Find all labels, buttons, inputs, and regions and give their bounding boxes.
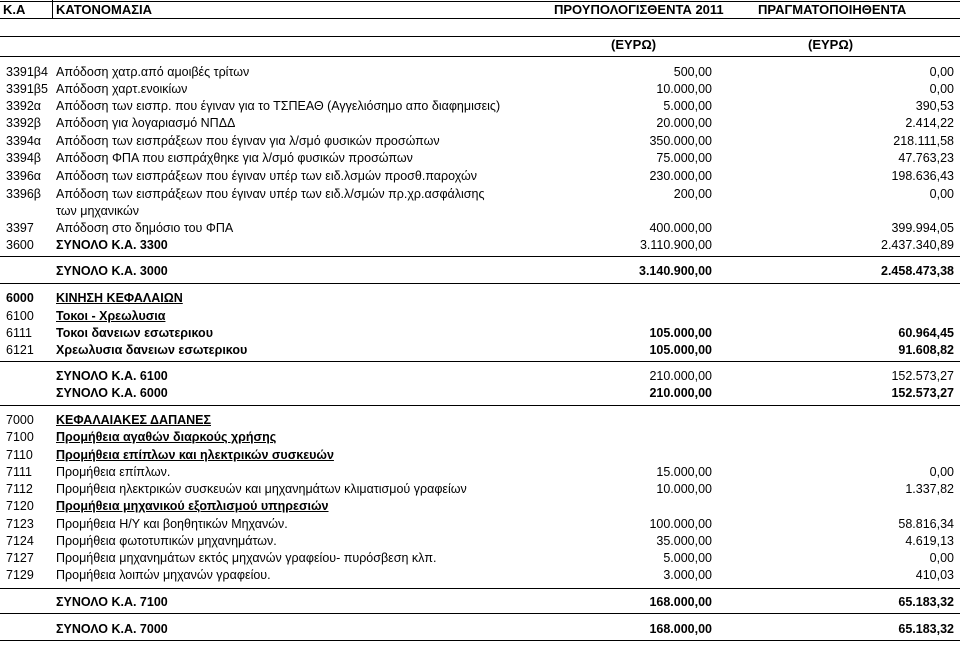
grid-hline (0, 36, 960, 37)
row-budget: 10.000,00 (656, 482, 712, 496)
row-name: Απόδοση χαρτ.ενοικίων (56, 82, 188, 96)
row-code: 7111 (6, 465, 32, 479)
row-name: Προμήθεια μηχανημάτων εκτός μηχανών γραφείου- πυρόσβεση κλπ. (56, 551, 437, 565)
row-name: Προμήθεια μηχανικού εξοπλισμού υπηρεσιών (56, 499, 329, 513)
row-budget: 5.000,00 (663, 551, 712, 565)
row-name: Απόδοση των εισπράξεων που έγιναν υπέρ των ειδ.λσμών προσθ.παροχών (56, 169, 477, 183)
row-name: Απόδοση των εισπράξεων που έγιναν για λ/σμό φυσικών προσώπων (56, 134, 440, 148)
row-name: Τοκοι - Χρεωλυσια (56, 309, 166, 323)
row-name: ΣΥΝΟΛΟ Κ.Α. 7100 (56, 595, 168, 609)
row-code: 6000 (6, 291, 34, 305)
row-realized: 152.573,27 (891, 386, 954, 400)
table-row (0, 99, 960, 115)
table-row (0, 169, 960, 185)
table-row (0, 326, 960, 342)
row-code: 3391β4 (6, 65, 48, 79)
row-budget: 500,00 (673, 65, 712, 79)
row-budget: 210.000,00 (649, 386, 712, 400)
row-budget: 105.000,00 (649, 343, 712, 357)
row-realized: 0,00 (929, 82, 954, 96)
row-name: Απόδοση χατρ.από αμοιβές τρίτων (56, 65, 250, 79)
grid-hline (0, 18, 960, 19)
row-realized: 0,00 (929, 465, 954, 479)
row-budget: 5.000,00 (663, 99, 712, 113)
table-row (0, 482, 960, 498)
row-realized: 390,53 (915, 99, 954, 113)
row-code: 7100 (6, 430, 34, 444)
grid-hline (0, 56, 960, 57)
grid-hline (0, 588, 960, 589)
row-code: 7129 (6, 568, 34, 582)
row-code: 3392α (6, 99, 42, 113)
table-row (0, 116, 960, 132)
row-budget: 3.140.900,00 (639, 264, 712, 278)
row-budget: 168.000,00 (649, 595, 712, 609)
table-row (0, 82, 960, 98)
row-budget: 105.000,00 (649, 326, 712, 340)
row-budget: 15.000,00 (656, 465, 712, 479)
row-code: 7112 (6, 482, 33, 496)
row-budget: 400.000,00 (649, 221, 712, 235)
row-code: 6121 (6, 343, 34, 357)
row-code: 7123 (6, 517, 34, 531)
row-code: 7110 (6, 448, 33, 462)
row-name: ΣΥΝΟΛΟ Κ.Α. 7000 (56, 622, 168, 636)
row-name: Προμήθεια αγαθών διαρκούς χρήσης (56, 430, 277, 444)
row-name: των μηχανικών (56, 204, 139, 218)
row-budget: 10.000,00 (656, 82, 712, 96)
table-row (0, 204, 960, 220)
row-code: 7120 (6, 499, 34, 513)
table-row (0, 465, 960, 481)
row-name: Απόδοση ΦΠΑ που εισπράχθηκε για λ/σμό φυσικών προσώπων (56, 151, 413, 165)
table-row (0, 386, 960, 402)
row-budget: 168.000,00 (649, 622, 712, 636)
row-budget: 210.000,00 (649, 369, 712, 383)
row-realized: 60.964,45 (898, 326, 954, 340)
row-name: Απόδοση των εισπρ. που έγιναν για το ΤΣΠΕΑΘ (Αγγελιόσημο απο διαφημισεις) (56, 99, 501, 113)
row-budget: 200,00 (673, 187, 712, 201)
row-name: Προμήθεια λοιπών μηχανών γραφείου. (56, 568, 271, 582)
header-unit-row (0, 37, 960, 53)
row-realized: 65.183,32 (898, 595, 954, 609)
row-realized: 1.337,82 (905, 482, 954, 496)
row-budget: 350.000,00 (649, 134, 712, 148)
table-row (0, 309, 960, 325)
grid-hline (0, 1, 960, 2)
row-realized: 47.763,23 (898, 151, 954, 165)
row-name: Χρεωλυσια δανειων εσωτερικου (56, 343, 248, 357)
row-name: ΚΙΝΗΣΗ ΚΕΦΑΛΑΙΩΝ (56, 291, 183, 305)
row-name: Απόδοση των εισπράξεων που έγιναν υπέρ των ειδ.λ/σμών πρ.χρ.ασφάλισης (56, 187, 485, 201)
table-row (0, 622, 960, 638)
grid-hline (0, 405, 960, 406)
row-name: Απόδοση στο δημόσιο του ΦΠΑ (56, 221, 234, 235)
row-realized: 4.619,13 (905, 534, 954, 548)
row-name: Απόδοση για λογαριασμό ΝΠΔΔ (56, 116, 236, 130)
table-row (0, 568, 960, 584)
row-name: ΣΥΝΟΛΟ Κ.Α. 3300 (56, 238, 168, 252)
header-row (0, 2, 960, 18)
header-realized: ΠΡΑΓΜΑΤΟΠΟΙΗΘΕΝΤΑ (758, 2, 907, 17)
row-code: 3397 (6, 221, 34, 235)
table-row (0, 238, 960, 254)
row-code: 3396α (6, 169, 42, 183)
row-code: 7000 (6, 413, 34, 427)
row-name: Τοκοι δανειων εσωτερικου (56, 326, 213, 340)
row-name: Προμήθεια επίπλων και ηλεκτρικών συσκευών (56, 448, 334, 462)
table-row (0, 448, 960, 464)
table-row (0, 430, 960, 446)
row-realized: 65.183,32 (898, 622, 954, 636)
table-row (0, 413, 960, 429)
row-name: Προμήθεια φωτοτυπικών μηχανημάτων. (56, 534, 277, 548)
table-row (0, 65, 960, 81)
row-realized: 0,00 (929, 187, 954, 201)
row-realized: 2.414,22 (905, 116, 954, 130)
grid-hline (0, 640, 960, 641)
grid-hline (0, 613, 960, 614)
row-code: 7124 (6, 534, 34, 548)
row-realized: 399.994,05 (891, 221, 954, 235)
row-budget: 75.000,00 (656, 151, 712, 165)
row-name: Προμήθεια Η/Υ και βοηθητικών Μηχανών. (56, 517, 288, 531)
table-row (0, 517, 960, 533)
row-realized: 2.458.473,38 (881, 264, 954, 278)
grid-vline (52, 0, 53, 18)
row-name: Προμήθεια επίπλων. (56, 465, 171, 479)
row-realized: 218.111,58 (893, 134, 954, 148)
row-realized: 0,00 (929, 65, 954, 79)
header-budget: ΠΡΟΥΠΟΛΟΓΙΣΘΕΝΤΑ 2011 (554, 2, 724, 17)
row-name: ΚΕΦΑΛΑΙΑΚΕΣ ΔΑΠΑΝΕΣ (56, 413, 211, 427)
table-row (0, 551, 960, 567)
row-realized: 198.636,43 (891, 169, 954, 183)
row-budget: 3.110.900,00 (639, 238, 712, 252)
row-code: 3394β (6, 151, 41, 165)
row-realized: 0,00 (929, 551, 954, 565)
row-budget: 20.000,00 (656, 116, 712, 130)
row-realized: 410,03 (915, 568, 954, 582)
row-name: Προμήθεια ηλεκτρικών συσκευών και μηχανημάτων κλιματισμού γραφείων (56, 482, 467, 496)
row-code: 3396β (6, 187, 41, 201)
row-code: 3394α (6, 134, 42, 148)
row-name: ΣΥΝΟΛΟ Κ.Α. 6100 (56, 369, 168, 383)
grid-hline (0, 283, 960, 284)
row-budget: 35.000,00 (656, 534, 712, 548)
table-row (0, 369, 960, 385)
header-budget-unit: (ΕΥΡΩ) (611, 37, 657, 52)
grid-hline (0, 256, 960, 257)
table-row (0, 595, 960, 611)
row-code: 3391β5 (6, 82, 48, 96)
table-row (0, 534, 960, 550)
row-budget: 230.000,00 (649, 169, 712, 183)
header-realized-unit: (ΕΥΡΩ) (808, 37, 854, 52)
row-code: 7127 (6, 551, 34, 565)
row-code: 3600 (6, 238, 34, 252)
grid-hline (0, 361, 960, 362)
header-code: Κ.Α (3, 2, 26, 17)
row-name: ΣΥΝΟΛΟ Κ.Α. 3000 (56, 264, 168, 278)
row-code: 6100 (6, 309, 34, 323)
row-realized: 2.437.340,89 (881, 238, 954, 252)
row-budget: 100.000,00 (649, 517, 712, 531)
table-row (0, 264, 960, 280)
row-code: 3392β (6, 116, 41, 130)
table-row (0, 499, 960, 515)
row-realized: 58.816,34 (898, 517, 954, 531)
table-row (0, 291, 960, 307)
row-budget: 3.000,00 (663, 568, 712, 582)
header-name: ΚΑΤΟΝΟΜΑΣΙΑ (56, 2, 153, 17)
row-realized: 91.608,82 (898, 343, 954, 357)
table-row (0, 221, 960, 237)
table-row (0, 343, 960, 359)
row-code: 6111 (6, 326, 32, 340)
row-name: ΣΥΝΟΛΟ Κ.Α. 6000 (56, 386, 168, 400)
table-row (0, 151, 960, 167)
row-realized: 152.573,27 (891, 369, 954, 383)
table-row (0, 134, 960, 150)
table-row (0, 187, 960, 203)
